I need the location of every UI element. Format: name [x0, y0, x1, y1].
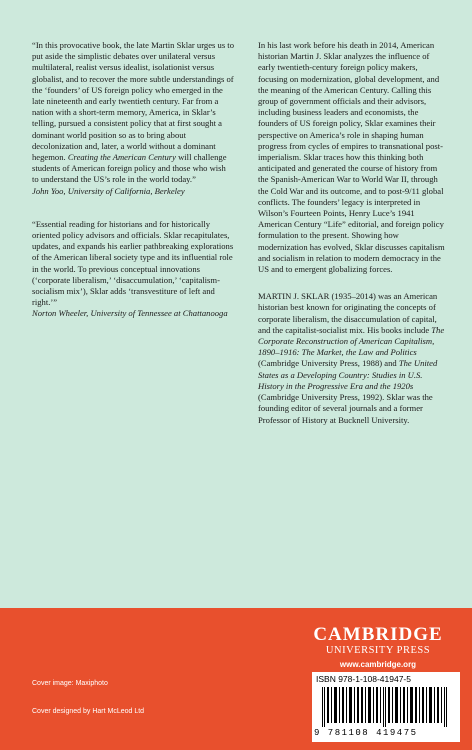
reviews-column — [32, 40, 234, 320]
review-2-attribution: Norton Wheeler, University of Tennessee at Chattanooga — [32, 308, 228, 319]
cover-design-credit: Cover designed by Hart McLeod Ltd — [32, 708, 145, 715]
isbn-label: ISBN 978-1-108-41947-5 — [316, 674, 411, 684]
description-column — [258, 40, 448, 426]
author-book-1-title: The Corporate Reconstruction of American Capitalism, 1890–1916: The Market, the Law and Politics — [258, 324, 445, 358]
review-quote-1 — [32, 40, 234, 186]
barcode-box — [312, 672, 460, 742]
publisher-logo — [312, 625, 444, 661]
publisher-name: CAMBRIDGE — [313, 624, 443, 645]
author-bio-mid: (Cambridge University Press, 1988) and — [258, 358, 399, 369]
author-bio-intro: MARTIN J. SKLAR (1935–2014) was an American historian best known for originating the concepts of corporate liberalism, the disaccumulation of capital, and the capitalist-socialist mix. His books include — [258, 291, 438, 335]
review-1-attribution: John Yoo, University of California, Berkeley — [32, 185, 185, 196]
review-1-tail: will challenge students of American foreign policy and those who wish to understand the US’s role in the world today.” — [32, 152, 227, 185]
publisher-press: UNIVERSITY PRESS — [325, 645, 431, 656]
barcode-digits: 9 781108 419475 — [314, 728, 418, 738]
review-1-text: “In this provocative book, the late Martin Sklar urges us to put aside the simplistic debates over unilateral versus multilateral, realist versus idealist, isolationist versus globalist, and to recover the more subtle understandings of the ‘founders’ of US foreign policy who emerged in the late nineteenth and early twentieth century. Far from a nation with a short-term memory, America, in Sklar’s telling, pursued a consistent policy that at first sought a dominant world position so as to bring about decolonization and, later, a world without a dominant hegemon. — [32, 40, 234, 163]
author-bio — [258, 291, 448, 425]
barcode-icon — [322, 687, 450, 727]
author-book-2-title: The United States as a Developing Country: Studies in U.S. History in the Progressive Era and the 1920s — [258, 358, 438, 391]
review-1-book-title: Creating the American Century — [67, 152, 176, 163]
review-quote-2: “Essential reading for historians and for historically oriented policy advisors and officials. Sklar recapitulates, updates, and expands his earlier pathbreaking explorations of the American liberal society type and its influential role in the world. To previous conceptual innovations (‘corporate liberalism,’ ‘disaccumulation,’ ‘capitalism-socialism mix’), Sklar adds ‘transvestiture of left and right.’” — [32, 218, 234, 308]
author-bio-end: (Cambridge University Press, 1992). Sklar was the founding editor of several journals and a former Professor of History at Bucknell University. — [258, 392, 433, 425]
cover-image-credit: Cover image: Maxiphoto — [32, 680, 108, 687]
publisher-url: www.cambridge.org — [339, 660, 417, 669]
book-description: In his last work before his death in 2014, American historian Martin J. Sklar analyzes the influence of early twentieth-century foreign policy makers, focusing on modernization, global development, and the meaning of the American Century. Calling this group of government officials and their advisors, including business leaders and economists, the founders of US foreign policy, Sklar examines their perspective on America’s role in shaping human progress from cycles of empires to transnational post-imperialism. Sklar traces how this thinking both anticipated and generated the course of history from the Spanish-American War to World War II, through the Cold War and its outcome, and to post-9/11 global conflicts. The founders’ legacy is interpreted in Wilson’s Fourteen Points, Henry Luce’s 1941 American Century “Life” editorial, and foreign policy formulation to the present. Showing how modernization has evolved, Sklar discusses capitalism and socialism in relation to modern democracy in the US and to emergent globalizing forces. — [258, 40, 445, 275]
